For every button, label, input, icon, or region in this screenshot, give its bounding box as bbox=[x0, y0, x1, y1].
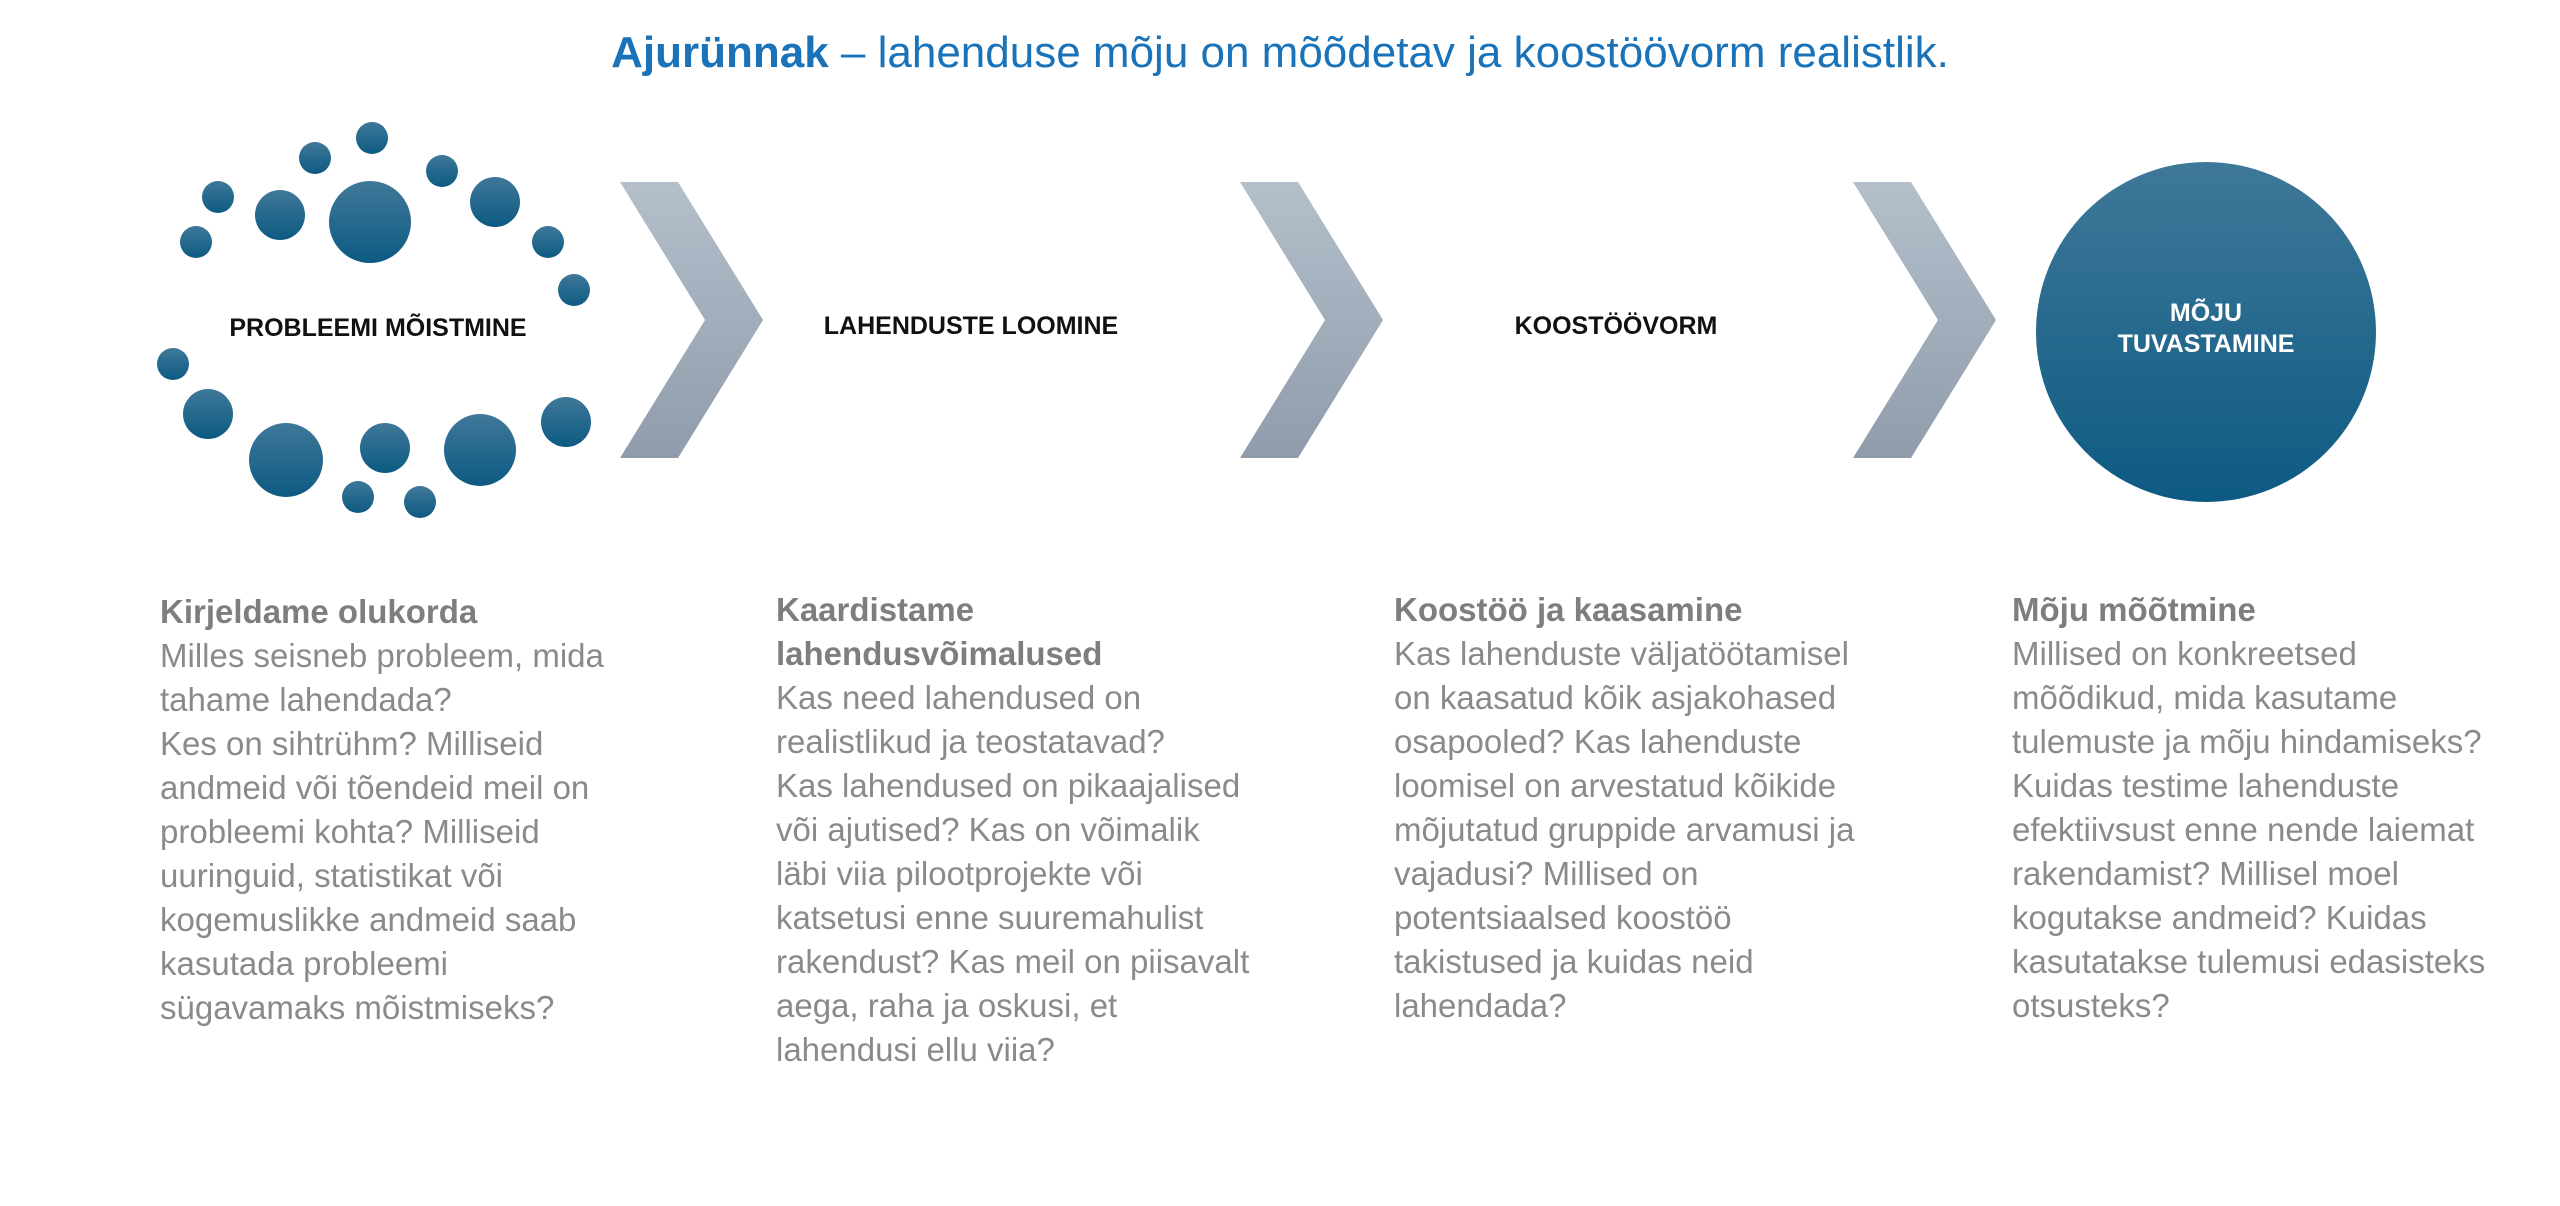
dot bbox=[444, 414, 516, 486]
title-bold: Ajurünnak bbox=[611, 28, 829, 77]
dot bbox=[426, 155, 458, 187]
dot bbox=[202, 181, 234, 213]
dot bbox=[404, 486, 436, 518]
dot bbox=[249, 423, 323, 497]
column-text: Millised on konkreetsed mõõdikud, mida kasutame tulemuste ja mõju hindamiseks? Kuidas testime lahenduste efektiivsust enne nende laiemat rakendamist? Millisel moel kogutakse andmeid? Kuidas kasutatakse tulemusi edasisteks otsusteks? bbox=[2012, 635, 2486, 1024]
dot bbox=[356, 122, 388, 154]
column-impact bbox=[2012, 588, 2552, 1028]
chevron-arrow-3 bbox=[1853, 182, 1996, 458]
impact-label-line2: TUVASTAMINE bbox=[2117, 330, 2295, 358]
dot bbox=[180, 226, 212, 258]
dot bbox=[255, 190, 305, 240]
column-cooperation bbox=[1394, 588, 1904, 1028]
step-label-impact bbox=[2036, 298, 2376, 360]
column-heading: Kirjeldame olukorda bbox=[160, 593, 478, 630]
step-label-problem: PROBLEEMI MÕISTMINE bbox=[229, 314, 527, 342]
dot bbox=[532, 226, 564, 258]
column-text: Milles seisneb probleem, mida tahame lahendada? Kes on sihtrühm? Milliseid andmeid või tõendeid meil on probleemi kohta? Milliseid uuringuid, statistikat või kogemuslikke andmeid saab kasutada probleemi sügavamaks mõistmiseks? bbox=[160, 637, 604, 1026]
chevron-arrow-2 bbox=[1240, 182, 1383, 458]
title-rest: – lahenduse mõju on mõõdetav ja koostöövorm realistlik. bbox=[828, 28, 1949, 77]
column-heading: Koostöö ja kaasamine bbox=[1394, 591, 1743, 628]
page-title bbox=[0, 28, 2560, 78]
chevron-arrow-1 bbox=[620, 182, 763, 458]
column-solutions bbox=[776, 588, 1286, 1072]
dot bbox=[183, 389, 233, 439]
dot bbox=[360, 423, 410, 473]
dot bbox=[329, 181, 411, 263]
column-problem bbox=[160, 590, 670, 1030]
dot bbox=[157, 348, 189, 380]
dot bbox=[299, 142, 331, 174]
column-text: Kas need lahendused on realistlikud ja teostatavad? Kas lahendused on pikaajalised või ajutised? Kas on võimalik läbi viia pilootprojekte või katsetusi enne suuremahulist rakendust? Kas meil on piisavalt aega, raha ja oskusi, et lahendusi ellu viia? bbox=[776, 679, 1250, 1068]
column-heading: Mõju mõõtmine bbox=[2012, 591, 2256, 628]
dot bbox=[541, 397, 591, 447]
dot bbox=[558, 274, 590, 306]
impact-label-line1: MÕJU bbox=[2169, 299, 2243, 327]
column-text: Kas lahenduste väljatöötamisel on kaasatud kõik asjakohased osapooled? Kas lahenduste loomisel on arvestatud kõikide mõjutatud gruppide arvamusi ja vajadusi? Millised on potentsiaalsed koostöö takistused ja kuidas neid lahendada? bbox=[1394, 635, 1855, 1024]
column-heading: Kaardistame lahendusvõimalused bbox=[776, 591, 1103, 672]
dot bbox=[470, 177, 520, 227]
step-label-cooperation: KOOSTÖÖVORM bbox=[1514, 312, 1718, 340]
dot bbox=[342, 481, 374, 513]
step-label-solutions: LAHENDUSTE LOOMINE bbox=[823, 312, 1119, 340]
